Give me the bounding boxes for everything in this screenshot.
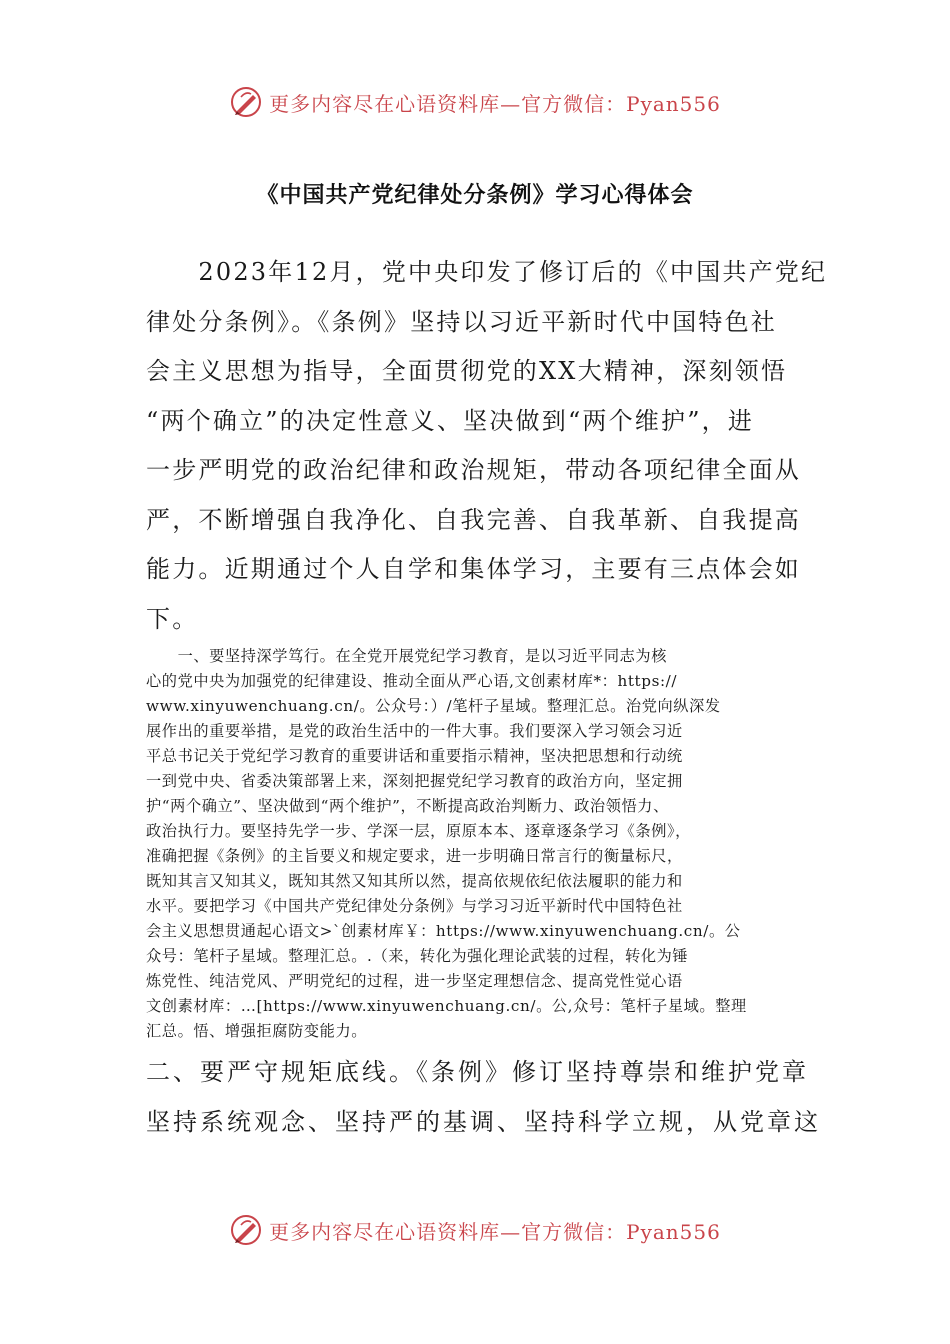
section-one-line: 政治执行力。要坚持先学一步、学深一层，原原本本、逐章逐条学习《条例》， bbox=[146, 822, 691, 840]
intro-line: 下。 bbox=[146, 604, 199, 633]
section-one-paragraph bbox=[146, 644, 808, 1044]
intro-paragraph bbox=[146, 248, 828, 644]
header-banner bbox=[0, 80, 950, 124]
pen-logo-icon bbox=[229, 85, 263, 119]
section-two-line: 坚持系统观念、坚持严的基调、坚持科学立规，从党章这 bbox=[146, 1107, 821, 1136]
header-banner-text: 更多内容尽在心语资料库—官方微信：Pyan556 bbox=[269, 91, 721, 116]
intro-line: 严，不断增强自我净化、自我完善、自我革新、自我提高 bbox=[146, 505, 801, 534]
intro-line: 律处分条例》。《条例》坚持以习近平新时代中国特色社 bbox=[146, 307, 777, 336]
section-one-line: 心的党中央为加强党的纪律建设、推动全面从严心语,文创素材库*：https:// bbox=[146, 672, 678, 690]
section-two-line: 二、要严守规矩底线。《条例》修订坚持尊崇和维护党章 bbox=[146, 1058, 809, 1086]
pen-logo-icon bbox=[229, 1213, 263, 1247]
section-one-line: 众号：笔杆子星域。整理汇总。.（来，转化为强化理论武装的过程，转化为锤 bbox=[146, 947, 689, 965]
section-one-line: 水平。要把学习《中国共产党纪律处分条例》与学习习近平新时代中国特色社 bbox=[146, 897, 683, 915]
section-one-line: 会主义思想贯通起心语文>`创素材库￥：https://www.xinyuwenchuang.cn/。公 bbox=[146, 922, 741, 940]
section-one-line: 展作出的重要举措，是党的政治生活中的一件大事。我们要深入学习领会习近 bbox=[146, 722, 683, 740]
intro-line: “两个确立”的决定性意义、坚决做到“两个维护”，进 bbox=[146, 406, 755, 435]
section-one-line: 准确把握《条例》的主旨要义和规定要求，进一步明确日常言行的衡量标尺， bbox=[146, 847, 683, 865]
intro-line: 会主义思想为指导，全面贯彻党的XX大精神，深刻领悟 bbox=[146, 357, 788, 385]
intro-line: 能力。近期通过个人自学和集体学习，主要有三点体会如 bbox=[146, 555, 801, 583]
section-one-line: 炼党性、纯洁党风、严明党纪的过程，进一步坚定理想信念、提高党性觉心语 bbox=[146, 972, 683, 990]
section-one-line: 平总书记关于党纪学习教育的重要讲话和重要指示精神，坚决把思想和行动统 bbox=[146, 747, 683, 765]
footer-banner bbox=[0, 1208, 950, 1252]
section-one-line: 文创素材库：…[https://www.xinyuwenchuang.cn/。公,众号：笔杆子星域。整理 bbox=[146, 997, 747, 1015]
section-one-line: 护“两个确立”、坚决做到“两个维护”，不断提高政治判断力、政治领悟力、 bbox=[146, 797, 669, 815]
section-one-line: 一、要坚持深学笃行。在全党开展党纪学习教育，是以习近平同志为核 bbox=[146, 647, 667, 665]
footer-banner-text: 更多内容尽在心语资料库—官方微信：Pyan556 bbox=[269, 1219, 721, 1244]
intro-line: 2023年12月，党中央印发了修订后的《中国共产党纪 bbox=[146, 258, 828, 286]
section-one-line: www.xinyuwenchuang.cn/。公众号：）/笔杆子星域。整理汇总。治党向纵深发 bbox=[146, 697, 721, 715]
intro-line: 一步严明党的政治纪律和政治规矩，带动各项纪律全面从 bbox=[146, 456, 801, 484]
document-title: 《中国共产党纪律处分条例》学习心得体会 bbox=[256, 183, 694, 208]
section-one-line: 汇总。悟、增强拒腐防变能力。 bbox=[146, 1022, 368, 1040]
section-one-line: 既知其言又知其义，既知其然又知其所以然，提高依规依纪依法履职的能力和 bbox=[146, 872, 683, 890]
section-one-line: 一到党中央、省委决策部署上来，深刻把握党纪学习教育的政治方向，坚定拥 bbox=[146, 772, 683, 790]
section-two-paragraph bbox=[146, 1048, 821, 1147]
